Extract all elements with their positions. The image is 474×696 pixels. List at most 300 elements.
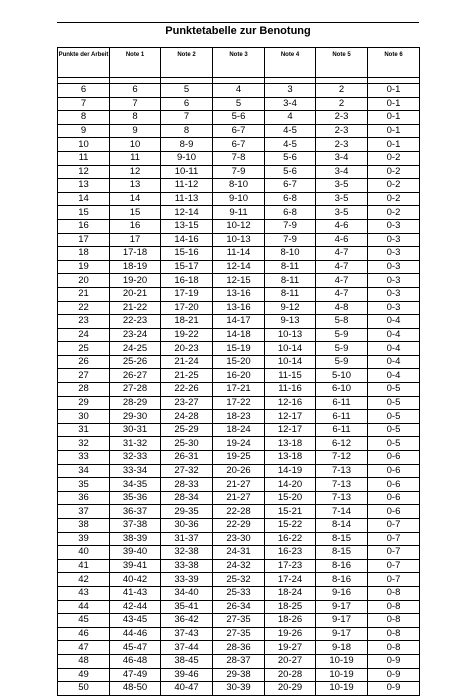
grade-4-cell: 4-5 <box>265 138 316 152</box>
grade-5-cell: 4-7 <box>316 274 368 288</box>
grade-6-cell: 0-1 <box>368 138 420 152</box>
grade-3-cell: 12-15 <box>213 274 265 288</box>
grade-3-cell: 13-16 <box>213 301 265 315</box>
grade-3-cell: 11-14 <box>213 247 265 261</box>
grade-3-cell: 28-37 <box>213 654 265 668</box>
points-cell: 22 <box>58 301 110 315</box>
grade-2-cell: 10-11 <box>161 165 213 179</box>
grade-5-cell: 3-4 <box>316 151 368 165</box>
grade-5-cell: 4-8 <box>316 301 368 315</box>
grade-6-cell: 0-1 <box>368 124 420 138</box>
table-row <box>58 192 420 206</box>
grade-2-cell: 7 <box>161 111 213 125</box>
grade-3-cell: 10-12 <box>213 219 265 233</box>
grade-1-cell: 20-21 <box>110 287 161 301</box>
grade-3-cell: 7-9 <box>213 165 265 179</box>
points-cell: 29 <box>58 396 110 410</box>
grade-2-cell: 9-10 <box>161 151 213 165</box>
points-cell: 47 <box>58 641 110 655</box>
points-cell: 24 <box>58 328 110 342</box>
grade-3-cell: 20-26 <box>213 464 265 478</box>
grade-4-cell: 13-18 <box>265 451 316 465</box>
grade-3-cell: 24-32 <box>213 559 265 573</box>
grade-5-cell: 2 <box>316 97 368 111</box>
grade-4-cell: 18-26 <box>265 614 316 628</box>
grade-5-cell: 5-10 <box>316 369 368 383</box>
grade-1-cell: 12 <box>110 165 161 179</box>
grade-4-cell: 8-11 <box>265 274 316 288</box>
grade-1-cell: 13 <box>110 179 161 193</box>
grade-6-cell: 0-4 <box>368 355 420 369</box>
points-cell: 32 <box>58 437 110 451</box>
grade-5-cell: 10-19 <box>316 682 368 696</box>
table-row <box>58 355 420 369</box>
grade-2-cell: 25-30 <box>161 437 213 451</box>
points-cell: 46 <box>58 627 110 641</box>
grade-4-cell: 4 <box>265 111 316 125</box>
grade-3-cell: 8-10 <box>213 179 265 193</box>
title-rule <box>57 22 419 23</box>
grade-4-cell: 14-19 <box>265 464 316 478</box>
grade-6-cell: 0-5 <box>368 437 420 451</box>
grade-5-cell: 9-17 <box>316 614 368 628</box>
grade-4-cell: 3 <box>265 84 316 98</box>
points-cell: 48 <box>58 654 110 668</box>
grade-6-cell: 0-7 <box>368 519 420 533</box>
table-row <box>58 165 420 179</box>
grade-1-cell: 47-49 <box>110 668 161 682</box>
grade-6-cell: 0-4 <box>368 342 420 356</box>
grade-4-cell: 3-4 <box>265 97 316 111</box>
grade-3-cell: 15-19 <box>213 342 265 356</box>
grade-3-cell: 13-16 <box>213 287 265 301</box>
grade-3-cell: 22-29 <box>213 519 265 533</box>
grade-1-cell: 17 <box>110 233 161 247</box>
table-row <box>58 369 420 383</box>
table-row <box>58 138 420 152</box>
grade-1-cell: 34-35 <box>110 478 161 492</box>
grade-5-cell: 4-7 <box>316 247 368 261</box>
grade-2-cell: 37-44 <box>161 641 213 655</box>
grade-6-cell: 0-8 <box>368 614 420 628</box>
table-row <box>58 383 420 397</box>
grade-5-cell: 8-16 <box>316 559 368 573</box>
grade-3-cell: 27-35 <box>213 627 265 641</box>
table-row <box>58 614 420 628</box>
table-row <box>58 124 420 138</box>
grade-5-cell: 7-14 <box>316 505 368 519</box>
grade-1-cell: 36-37 <box>110 505 161 519</box>
grade-3-cell: 17-22 <box>213 396 265 410</box>
table-row <box>58 315 420 329</box>
grade-2-cell: 40-47 <box>161 682 213 696</box>
grade-3-cell: 9-11 <box>213 206 265 220</box>
grade-5-cell: 4-7 <box>316 260 368 274</box>
grade-3-cell: 27-35 <box>213 614 265 628</box>
grade-2-cell: 25-29 <box>161 423 213 437</box>
grade-1-cell: 6 <box>110 84 161 98</box>
grade-6-cell: 0-7 <box>368 573 420 587</box>
grade-2-cell: 8-9 <box>161 138 213 152</box>
grade-5-cell: 6-10 <box>316 383 368 397</box>
grade-3-cell: 9-10 <box>213 192 265 206</box>
points-cell: 27 <box>58 369 110 383</box>
grade-6-cell: 0-2 <box>368 206 420 220</box>
points-cell: 6 <box>58 84 110 98</box>
grade-2-cell: 16-18 <box>161 274 213 288</box>
grade-5-cell: 5-9 <box>316 328 368 342</box>
points-cell: 17 <box>58 233 110 247</box>
grade-6-cell: 0-3 <box>368 287 420 301</box>
points-cell: 20 <box>58 274 110 288</box>
table-row <box>58 342 420 356</box>
table-row <box>58 410 420 424</box>
grade-1-cell: 19-20 <box>110 274 161 288</box>
table-row <box>58 301 420 315</box>
grade-6-cell: 0-2 <box>368 165 420 179</box>
grade-2-cell: 34-40 <box>161 586 213 600</box>
points-cell: 41 <box>58 559 110 573</box>
grade-1-cell: 37-38 <box>110 519 161 533</box>
grade-4-cell: 12-16 <box>265 396 316 410</box>
grade-5-cell: 6-11 <box>316 410 368 424</box>
grade-2-cell: 32-38 <box>161 546 213 560</box>
grade-2-cell: 30-36 <box>161 519 213 533</box>
grade-5-cell: 8-15 <box>316 532 368 546</box>
grade-5-cell: 5-8 <box>316 315 368 329</box>
grade-4-cell: 6-8 <box>265 206 316 220</box>
grade-2-cell: 17-19 <box>161 287 213 301</box>
grade-3-cell: 18-23 <box>213 410 265 424</box>
table-row <box>58 423 420 437</box>
grade-2-cell: 6 <box>161 97 213 111</box>
table-row <box>58 491 420 505</box>
grade-4-cell: 4-5 <box>265 124 316 138</box>
grade-5-cell: 9-16 <box>316 586 368 600</box>
points-cell: 35 <box>58 478 110 492</box>
table-row <box>58 151 420 165</box>
grade-4-cell: 7-9 <box>265 233 316 247</box>
grade-5-cell: 6-12 <box>316 437 368 451</box>
grade-6-cell: 0-8 <box>368 641 420 655</box>
grade-3-cell: 12-14 <box>213 260 265 274</box>
grade-2-cell: 35-41 <box>161 600 213 614</box>
grade-6-cell: 0-3 <box>368 247 420 261</box>
table-row <box>58 478 420 492</box>
table-row <box>58 641 420 655</box>
grade-1-cell: 48-50 <box>110 682 161 696</box>
page-title: Punktetabelle zur Benotung <box>165 25 311 37</box>
grade-3-cell: 15-20 <box>213 355 265 369</box>
grade-4-cell: 9-13 <box>265 315 316 329</box>
grade-5-cell: 4-6 <box>316 219 368 233</box>
points-cell: 11 <box>58 151 110 165</box>
grade-1-cell: 27-28 <box>110 383 161 397</box>
grade-5-cell: 7-12 <box>316 451 368 465</box>
grade-4-cell: 19-26 <box>265 627 316 641</box>
table-row <box>58 274 420 288</box>
grade-1-cell: 16 <box>110 219 161 233</box>
grade-2-cell: 33-39 <box>161 573 213 587</box>
grade-1-cell: 32-33 <box>110 451 161 465</box>
grade-5-cell: 3-5 <box>316 192 368 206</box>
grade-4-cell: 10-13 <box>265 328 316 342</box>
grade-5-cell: 7-13 <box>316 491 368 505</box>
points-cell: 36 <box>58 491 110 505</box>
grade-5-cell: 6-11 <box>316 396 368 410</box>
grade-3-cell: 4 <box>213 84 265 98</box>
table-row <box>58 559 420 573</box>
grade-5-cell: 9-17 <box>316 600 368 614</box>
grade-5-cell: 10-19 <box>316 668 368 682</box>
grade-4-cell: 9-12 <box>265 301 316 315</box>
grade-4-cell: 12-17 <box>265 410 316 424</box>
grade-6-cell: 0-5 <box>368 410 420 424</box>
grade-3-cell: 6-7 <box>213 138 265 152</box>
grade-4-cell: 11-15 <box>265 369 316 383</box>
grade-2-cell: 33-38 <box>161 559 213 573</box>
points-cell: 42 <box>58 573 110 587</box>
points-cell: 37 <box>58 505 110 519</box>
grade-2-cell: 24-28 <box>161 410 213 424</box>
grade-6-cell: 0-5 <box>368 396 420 410</box>
grade-6-cell: 0-3 <box>368 274 420 288</box>
points-cell: 12 <box>58 165 110 179</box>
grade-3-cell: 21-27 <box>213 478 265 492</box>
grade-1-cell: 45-47 <box>110 641 161 655</box>
grade-1-cell: 22-23 <box>110 315 161 329</box>
grade-5-cell: 2-3 <box>316 124 368 138</box>
table-row <box>58 600 420 614</box>
grade-1-cell: 7 <box>110 97 161 111</box>
table-row <box>58 546 420 560</box>
points-cell: 49 <box>58 668 110 682</box>
table-row <box>58 396 420 410</box>
grade-4-cell: 10-14 <box>265 355 316 369</box>
grade-5-cell: 9-18 <box>316 641 368 655</box>
grade-5-cell: 10-19 <box>316 654 368 668</box>
points-cell: 30 <box>58 410 110 424</box>
points-cell: 14 <box>58 192 110 206</box>
grade-5-cell: 3-5 <box>316 179 368 193</box>
grade-6-cell: 0-9 <box>368 654 420 668</box>
grade-3-cell: 26-34 <box>213 600 265 614</box>
points-cell: 45 <box>58 614 110 628</box>
grade-2-cell: 27-32 <box>161 464 213 478</box>
points-cell: 8 <box>58 111 110 125</box>
grade-2-cell: 5 <box>161 84 213 98</box>
points-cell: 16 <box>58 219 110 233</box>
grade-6-cell: 0-7 <box>368 559 420 573</box>
grade-6-cell: 0-9 <box>368 682 420 696</box>
table-body <box>58 78 420 696</box>
points-cell: 21 <box>58 287 110 301</box>
grade-1-cell: 41-43 <box>110 586 161 600</box>
grade-4-cell: 5-6 <box>265 165 316 179</box>
grade-6-cell: 0-7 <box>368 546 420 560</box>
column-header-grade-2: Note 2 <box>161 48 213 78</box>
grade-2-cell: 15-17 <box>161 260 213 274</box>
grade-4-cell: 13-18 <box>265 437 316 451</box>
grade-3-cell: 30-39 <box>213 682 265 696</box>
grade-3-cell: 25-33 <box>213 586 265 600</box>
grade-6-cell: 0-1 <box>368 84 420 98</box>
grade-2-cell: 11-13 <box>161 192 213 206</box>
grade-1-cell: 31-32 <box>110 437 161 451</box>
points-cell: 50 <box>58 682 110 696</box>
grade-1-cell: 18-19 <box>110 260 161 274</box>
table-row <box>58 627 420 641</box>
table-row <box>58 519 420 533</box>
grade-6-cell: 0-2 <box>368 192 420 206</box>
grade-5-cell: 2-3 <box>316 138 368 152</box>
table-row <box>58 287 420 301</box>
grade-1-cell: 11 <box>110 151 161 165</box>
grade-3-cell: 5 <box>213 97 265 111</box>
grade-6-cell: 0-7 <box>368 532 420 546</box>
grade-3-cell: 10-13 <box>213 233 265 247</box>
grade-2-cell: 37-43 <box>161 627 213 641</box>
grade-2-cell: 26-31 <box>161 451 213 465</box>
grade-2-cell: 22-26 <box>161 383 213 397</box>
grade-6-cell: 0-6 <box>368 478 420 492</box>
grade-1-cell: 39-41 <box>110 559 161 573</box>
grade-6-cell: 0-6 <box>368 451 420 465</box>
grade-1-cell: 40-42 <box>110 573 161 587</box>
points-cell: 18 <box>58 247 110 261</box>
grade-1-cell: 35-36 <box>110 491 161 505</box>
table-row <box>58 451 420 465</box>
points-cell: 43 <box>58 586 110 600</box>
grade-3-cell: 6-7 <box>213 124 265 138</box>
grade-6-cell: 0-4 <box>368 315 420 329</box>
grade-2-cell: 12-14 <box>161 206 213 220</box>
grade-6-cell: 0-2 <box>368 179 420 193</box>
grade-3-cell: 21-27 <box>213 491 265 505</box>
grading-table <box>57 47 420 696</box>
grade-4-cell: 8-10 <box>265 247 316 261</box>
grade-3-cell: 29-38 <box>213 668 265 682</box>
grade-3-cell: 24-31 <box>213 546 265 560</box>
grade-1-cell: 8 <box>110 111 161 125</box>
grade-1-cell: 42-44 <box>110 600 161 614</box>
table-row <box>58 654 420 668</box>
grade-3-cell: 16-20 <box>213 369 265 383</box>
grade-4-cell: 18-25 <box>265 600 316 614</box>
grade-1-cell: 46-48 <box>110 654 161 668</box>
grade-5-cell: 5-9 <box>316 355 368 369</box>
grade-6-cell: 0-3 <box>368 301 420 315</box>
grade-5-cell: 4-6 <box>316 233 368 247</box>
grade-2-cell: 11-12 <box>161 179 213 193</box>
grade-3-cell: 23-30 <box>213 532 265 546</box>
grade-4-cell: 15-22 <box>265 519 316 533</box>
grade-4-cell: 14-20 <box>265 478 316 492</box>
grade-5-cell: 7-13 <box>316 478 368 492</box>
table-row <box>58 532 420 546</box>
grade-2-cell: 29-35 <box>161 505 213 519</box>
points-cell: 28 <box>58 383 110 397</box>
grade-2-cell: 19-22 <box>161 328 213 342</box>
grade-2-cell: 21-25 <box>161 369 213 383</box>
grade-1-cell: 43-45 <box>110 614 161 628</box>
grade-1-cell: 44-46 <box>110 627 161 641</box>
grade-3-cell: 14-17 <box>213 315 265 329</box>
grade-1-cell: 26-27 <box>110 369 161 383</box>
column-header-grade-4: Note 4 <box>265 48 316 78</box>
points-cell: 13 <box>58 179 110 193</box>
grade-1-cell: 21-22 <box>110 301 161 315</box>
grade-6-cell: 0-4 <box>368 369 420 383</box>
grade-4-cell: 17-23 <box>265 559 316 573</box>
points-cell: 19 <box>58 260 110 274</box>
grade-4-cell: 19-27 <box>265 641 316 655</box>
grade-3-cell: 18-24 <box>213 423 265 437</box>
grade-6-cell: 0-6 <box>368 491 420 505</box>
grade-4-cell: 20-29 <box>265 682 316 696</box>
column-header-points: Punkte der Arbeit <box>58 48 110 78</box>
table-row <box>58 586 420 600</box>
grade-5-cell: 8-14 <box>316 519 368 533</box>
grade-4-cell: 8-11 <box>265 287 316 301</box>
column-header-grade-6: Note 6 <box>368 48 420 78</box>
grade-3-cell: 17-21 <box>213 383 265 397</box>
table-row <box>58 206 420 220</box>
grade-6-cell: 0-8 <box>368 600 420 614</box>
points-cell: 40 <box>58 546 110 560</box>
table-row <box>58 179 420 193</box>
table-row <box>58 247 420 261</box>
grade-4-cell: 15-21 <box>265 505 316 519</box>
table-row <box>58 464 420 478</box>
points-cell: 44 <box>58 600 110 614</box>
grade-1-cell: 33-34 <box>110 464 161 478</box>
grade-4-cell: 6-8 <box>265 192 316 206</box>
grade-6-cell: 0-5 <box>368 383 420 397</box>
header-row <box>58 48 420 78</box>
grade-2-cell: 31-37 <box>161 532 213 546</box>
grade-5-cell: 8-16 <box>316 573 368 587</box>
grade-1-cell: 23-24 <box>110 328 161 342</box>
grade-6-cell: 0-5 <box>368 423 420 437</box>
grade-6-cell: 0-8 <box>368 586 420 600</box>
grade-6-cell: 0-3 <box>368 260 420 274</box>
grade-6-cell: 0-6 <box>368 464 420 478</box>
grade-3-cell: 19-25 <box>213 451 265 465</box>
grade-6-cell: 0-4 <box>368 328 420 342</box>
table-row <box>58 233 420 247</box>
grade-4-cell: 20-28 <box>265 668 316 682</box>
grade-2-cell: 18-21 <box>161 315 213 329</box>
grade-1-cell: 17-18 <box>110 247 161 261</box>
grade-5-cell: 2 <box>316 84 368 98</box>
column-header-grade-3: Note 3 <box>213 48 265 78</box>
grade-2-cell: 15-16 <box>161 247 213 261</box>
points-cell: 38 <box>58 519 110 533</box>
points-cell: 26 <box>58 355 110 369</box>
grade-5-cell: 7-13 <box>316 464 368 478</box>
grade-4-cell: 7-9 <box>265 219 316 233</box>
points-cell: 34 <box>58 464 110 478</box>
grade-5-cell: 9-17 <box>316 627 368 641</box>
grade-2-cell: 39-46 <box>161 668 213 682</box>
points-cell: 23 <box>58 315 110 329</box>
grade-2-cell: 21-24 <box>161 355 213 369</box>
grade-3-cell: 28-36 <box>213 641 265 655</box>
grade-1-cell: 14 <box>110 192 161 206</box>
points-cell: 25 <box>58 342 110 356</box>
points-cell: 31 <box>58 423 110 437</box>
